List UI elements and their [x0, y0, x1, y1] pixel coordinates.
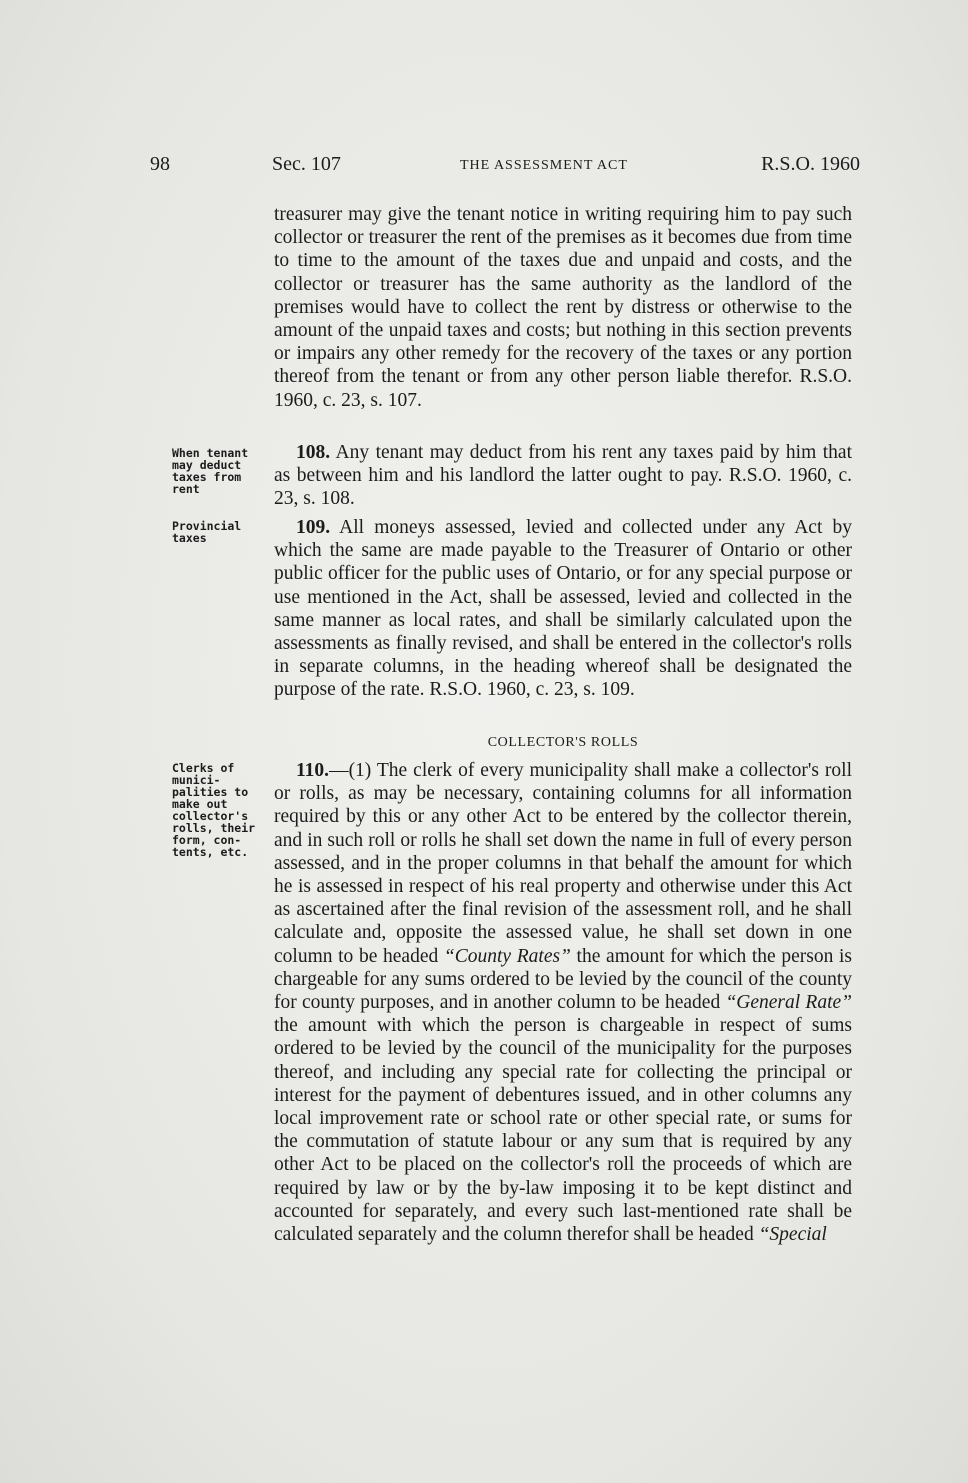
section-110 — [274, 759, 852, 1246]
page-number: 98 — [150, 153, 170, 175]
section-109-text: All moneys assessed, levied and collected under any Act by which the same are made payable to the Treasurer of Ontario or other public officer for the public uses of Ontario, or for any special purpose or use mentioned in the Act, shall be assessed, levied and collected in the same manner as local rates, and shall be similarly calculated upon the assessments as finally revised, and shall be entered in the collector's rolls in separate columns, in the heading whereof shall be designated the purpose of the rate. R.S.O. 1960, c. 23, s. 109. — [274, 517, 852, 701]
section-109-number: 109. — [296, 517, 331, 538]
section-110-number: 110. — [296, 760, 330, 781]
page-header — [150, 153, 860, 183]
section-108-text: Any tenant may deduct from his rent any taxes paid by him that as between him and his landlord the latter ought to pay. R.S.O. 1960, c. 23, s. 108. — [274, 442, 852, 510]
section-reference: Sec. 107 — [272, 153, 341, 175]
margin-note-109: Provincial taxes — [172, 519, 242, 545]
continuation-paragraph: treasurer may give the tenant notice in writing requiring him to pay such collector or treasurer the rent of the premises as it becomes due from time to time to the amount of the taxes due and unpaid and costs, and the collector or treasurer has the same authority as the landlord of the premises would have to collect the rent by distress or otherwise to the amount of the unpaid taxes and costs; but nothing in this section prevents or impairs any other remedy for the recovery of the taxes or any portion thereof from the tenant or from any other person liable therefor. R.S.O. 1960, c. 23, s. 107. — [274, 204, 852, 411]
section-108-number: 108. — [296, 442, 331, 463]
section-110-text-3: the amount with which the person is chargeable in respect of sums ordered to be levied by the council of the municipality for the purposes thereof, and including any special rate for collecting the principal or interest for the payment of debentures issued, and in other columns any local improvement rate or school rate or other special rate, or sums for the commutation of statute labour or any sum that is required by any other Act to be placed on the collector's roll the proceeds of which are required by law or by the by-law imposing it to be kept distinct and accounted for separately, and every such last-mentioned rate shall be calculated separately and the column therefor shall be headed — [274, 1015, 852, 1246]
statute-reference: R.S.O. 1960 — [761, 153, 860, 175]
margin-note-108: When tenant may deduct taxes from rent — [172, 446, 249, 496]
section-109 — [274, 516, 852, 702]
special-term: “Special — [758, 1224, 827, 1246]
section-110-text-1: —(1) The clerk of every municipality shall make a collector's roll or rolls, as may be necessary, containing columns for all information required by this or any other Act to be entered by the collector therein, and in such roll or rolls he shall set down the name in full of every person assessed, and in the proper columns in that behalf the amount for which he is assessed in respect of his real property and otherwise under this Act as ascertained after the final revision of the assessment roll, and he shall calculate and, opposite the assessed value, he shall set down in one column to be headed — [274, 760, 852, 967]
county-rates-term: “County Rates” — [443, 945, 571, 967]
section-110-text-2: the amount for which the person is chargeable for any sums ordered to be levied by the council of the county for county purposes, and in another column to be headed — [274, 945, 853, 1014]
section-108 — [274, 441, 852, 511]
running-title: THE ASSESSMENT ACT — [460, 158, 628, 173]
margin-note-110: Clerks of munici- palities to make out collector's rolls, their form, con- tents, etc. — [172, 761, 256, 859]
collectors-rolls-heading: COLLECTOR'S ROLLS — [487, 735, 639, 750]
general-rate-term: “General Rate” — [725, 992, 852, 1014]
